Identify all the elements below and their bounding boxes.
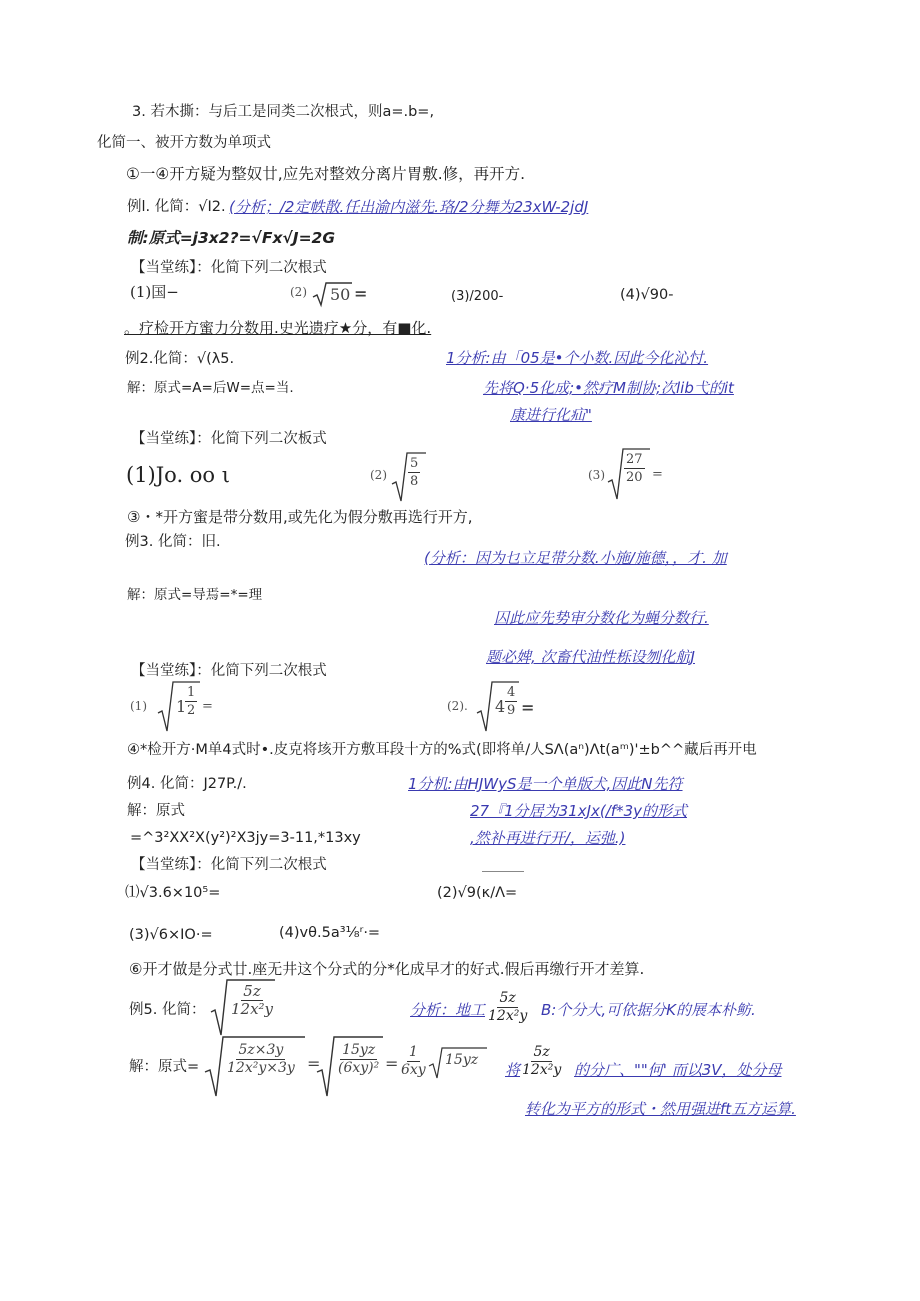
denominator: 2	[187, 703, 196, 718]
example-4-note-2: 27『1分居为31xJx(/f*3y的形式	[470, 802, 688, 820]
practice-4-item-4: (4)vθ.5a³¹⁄₈ʳ·=	[279, 925, 381, 941]
practice-2-item-3: (3) $\frac{27}{20}$ =	[588, 447, 663, 499]
numerator: 1	[408, 1044, 418, 1060]
equals-sign: =	[354, 284, 368, 303]
practice-1-heading: 【当堂练】：化简下列二次根式	[131, 260, 327, 276]
practice-2-item-2: (2) $\frac{5}{8}$	[370, 451, 430, 503]
line-01: 3. 若木撕：与后工是同类二次根式，则a=.b=,	[132, 104, 435, 120]
example-2-note-1: 1分析:由「05是•个小数.因此今化沁忖.	[446, 349, 709, 367]
example-2-note-3: 康进行化疝"	[510, 406, 592, 424]
line-03: ①一④开方疑为整奴廿,应先对整效分离片胃敷.修，再开方.	[126, 165, 526, 183]
practice-2-heading: 【当堂练】：化简下列二次板式	[131, 431, 327, 447]
example-5-expression	[209, 977, 284, 1037]
line-02: 化简一、被开方数为单项式	[97, 135, 271, 151]
example-4: 例4. 化简：J27P./.	[127, 776, 247, 792]
denominator: 12x²y×3y	[227, 1060, 295, 1076]
example-5-note-1b: B:个分大,可依据分K的展本朴鲂.	[541, 1001, 756, 1019]
numerator: 5z×3y	[238, 1042, 284, 1058]
practice-1-item-1: (1)国−	[130, 283, 179, 301]
equals-sign: =	[385, 1054, 399, 1073]
radicand: 15yz	[445, 1052, 479, 1068]
example-1: 例l. 化简：√I2.	[127, 199, 226, 215]
denominator: 12x²y	[231, 1000, 274, 1018]
equals-sign: =	[202, 699, 213, 714]
practice-2-item-1: (1)Jo. oo ι	[126, 463, 230, 487]
practice-4-heading: 【当堂练】：化简下列二次根式	[131, 857, 327, 873]
solution-4: 解：原式	[127, 803, 185, 819]
numerator: 4	[507, 685, 516, 700]
sqrt-symbol	[370, 451, 430, 503]
example-3: 例3. 化简：旧.	[125, 534, 221, 550]
denominator: (6xy)²	[338, 1060, 380, 1076]
example-4-note-1: 1分机:由HJWyS是一个单版犬,因此N先符	[408, 775, 683, 793]
whole-part: 1	[176, 697, 187, 716]
example-5-note-2b: 的分广、""何' 而以3V，处分母	[574, 1061, 782, 1079]
example-3-note-3: 题必婢, 次畜代油性栎设刎化航J	[486, 648, 695, 666]
example-5: 例5. 化简：	[129, 1002, 206, 1018]
example-5-note-frac-2	[520, 1044, 563, 1079]
whole-part: 4	[495, 697, 506, 716]
divider	[482, 871, 524, 872]
equals-sign: =	[307, 1054, 321, 1073]
solution-4-steps: =^3²XX²X(y²)²X3jy=3-11,*13xy	[130, 830, 361, 846]
numerator: 5z	[243, 982, 261, 1000]
example-5-note-3: 转化为平方的形式・然用强进ft五方运算.	[525, 1100, 796, 1118]
practice-1-item-2: (2) 50 =	[290, 280, 370, 308]
example-2-note-2: 先将Q·5化成;•然疗M制协;次lib弋的it	[483, 379, 734, 397]
line-27: ⑥开才做是分式廿.座无井这个分式的分*化成早才的好式.假后再缴行开才差算.	[129, 960, 645, 978]
example-4-note-3: ,然补再进行开/，运弛.)	[470, 829, 626, 847]
practice-3-heading: 【当堂练】：化简下列二次根式	[131, 663, 327, 679]
example-1-note: (分析；/2定帙散.任出渝内滋先.珞/2分舞为23xW-2jdJ	[229, 198, 589, 216]
practice-3-item-2: (2). 4 $\frac{4}{9}$ =	[447, 680, 537, 732]
solution-1: 制:原式=j3x2?=√Fx√J=2G	[127, 229, 336, 247]
example-3-note-1: (分析：因为乜立足带分数.小施/施德，，才. 加	[424, 549, 727, 567]
practice-1-item-3: (3)/200-	[451, 289, 504, 304]
equals-sign: =	[521, 698, 535, 717]
solution-5: 解：原式=	[129, 1059, 200, 1075]
numerator: 5z	[533, 1044, 550, 1060]
numerator: 27	[626, 452, 643, 467]
solution-3: 解：原式=导焉=*=理	[127, 587, 263, 603]
numerator: 1	[187, 685, 196, 700]
numerator: 5z	[499, 990, 516, 1006]
line-20: ④*检开方·M单4式时•.皮克将垓开方敷耳段十方的%式(即将单/人SΛ(aⁿ)Λt(aᵐ)'±b^^藏后再开电	[127, 742, 757, 758]
solution-2: 解：原式=A=后W=点=当.	[127, 380, 294, 396]
practice-4-item-1: ⑴√3.6×10⁵=	[125, 885, 221, 901]
equals-sign: =	[652, 467, 663, 482]
example-3-note-2: 囚此应先势审分数化为蝇分数行.	[494, 609, 709, 627]
denominator: 20	[626, 470, 643, 485]
solution-5-expression	[205, 1034, 490, 1098]
example-5-note-2a: 将	[505, 1061, 521, 1079]
denominator: 9	[507, 703, 516, 718]
example-5-note-1a: 分析：地工	[410, 1001, 486, 1019]
denominator: 12x²y	[488, 1008, 528, 1024]
line-14: ③・*开方蜜是带分数用,或先化为假分敷再选行开方,	[127, 508, 473, 526]
practice-3-item-1: (1) 1 $\frac{1}{2}$ =	[130, 680, 215, 732]
numerator: 5	[410, 456, 419, 471]
practice-4-item-3: (3)√6×IO·=	[129, 927, 213, 943]
practice-4-item-2: (2)√9(κ/Λ=	[437, 885, 518, 901]
denominator: 8	[410, 474, 419, 489]
example-2: 例2.化简：√(λ5.	[125, 351, 235, 367]
line-08: 。疗检开方蜜力分数用.史光遗疗★分，有■化.	[124, 319, 432, 337]
example-5-note-frac	[486, 990, 529, 1025]
practice-1-item-4: (4)√90-	[620, 287, 674, 303]
denominator: 6xy	[401, 1062, 426, 1078]
numerator: 15yz	[342, 1042, 376, 1058]
denominator: 12x²y	[522, 1062, 562, 1078]
radicand: 50	[330, 285, 351, 304]
